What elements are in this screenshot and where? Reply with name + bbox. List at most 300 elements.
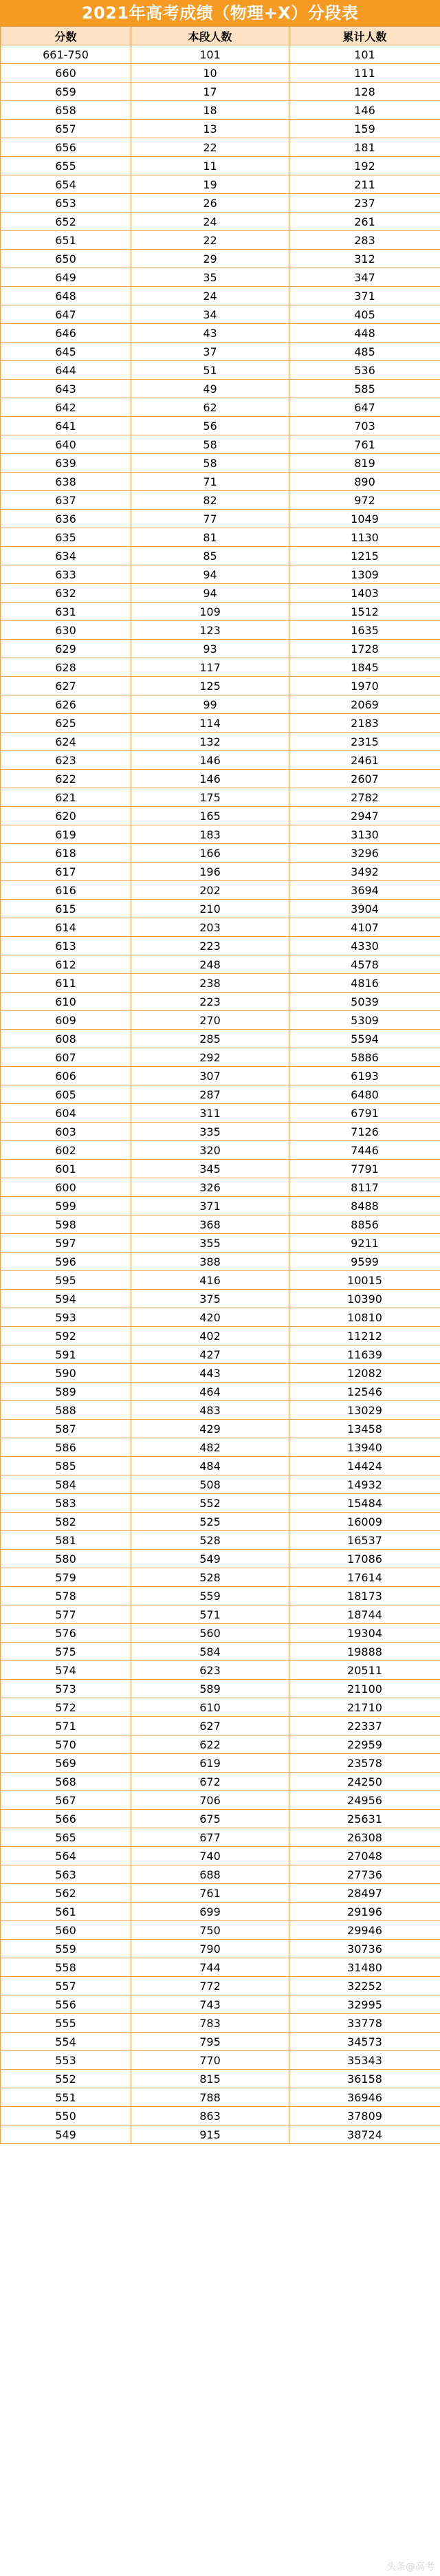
table-row	[1, 640, 440, 658]
count-cell: 223	[131, 993, 289, 1011]
cumulative-cell: 34573	[289, 2033, 440, 2051]
score-cell: 578	[1, 1587, 131, 1605]
cumulative-cell: 24956	[289, 1791, 440, 1810]
table-row	[1, 1494, 440, 1513]
count-cell: 750	[131, 1921, 289, 1940]
cumulative-cell: 35343	[289, 2051, 440, 2070]
score-cell: 624	[1, 733, 131, 751]
table-row	[1, 1995, 440, 2014]
cumulative-cell: 3492	[289, 863, 440, 881]
table-row	[1, 2033, 440, 2051]
score-cell: 561	[1, 1903, 131, 1921]
score-cell: 559	[1, 1940, 131, 1958]
count-cell: 58	[131, 454, 289, 473]
count-cell: 43	[131, 324, 289, 343]
table-row	[1, 825, 440, 844]
table-row	[1, 733, 440, 751]
table-row	[1, 2051, 440, 2070]
cumulative-cell: 9211	[289, 1234, 440, 1253]
count-cell: 559	[131, 1587, 289, 1605]
count-cell: 292	[131, 1048, 289, 1067]
count-cell: 93	[131, 640, 289, 658]
count-cell: 443	[131, 1364, 289, 1383]
cumulative-cell: 11639	[289, 1345, 440, 1364]
count-cell: 307	[131, 1067, 289, 1085]
score-cell: 618	[1, 844, 131, 863]
cumulative-cell: 703	[289, 417, 440, 435]
cumulative-cell: 19888	[289, 1643, 440, 1661]
count-cell: 402	[131, 1327, 289, 1345]
score-cell: 553	[1, 2051, 131, 2070]
score-cell: 651	[1, 231, 131, 250]
cumulative-cell: 405	[289, 305, 440, 324]
table-row	[1, 120, 440, 138]
table-row	[1, 194, 440, 213]
cumulative-cell: 101	[289, 45, 440, 64]
count-cell: 17	[131, 83, 289, 101]
count-cell: 464	[131, 1383, 289, 1401]
cumulative-cell: 22959	[289, 1735, 440, 1754]
cumulative-cell: 761	[289, 435, 440, 454]
table-row	[1, 974, 440, 993]
score-cell: 596	[1, 1253, 131, 1271]
cumulative-cell: 1215	[289, 547, 440, 565]
score-cell: 566	[1, 1810, 131, 1828]
score-cell: 659	[1, 83, 131, 101]
cumulative-cell: 33778	[289, 2014, 440, 2033]
score-cell: 550	[1, 2107, 131, 2125]
cumulative-cell: 9599	[289, 1253, 440, 1271]
table-row	[1, 677, 440, 695]
score-cell: 631	[1, 603, 131, 621]
score-cell: 597	[1, 1234, 131, 1253]
table-row	[1, 250, 440, 268]
cumulative-cell: 36158	[289, 2070, 440, 2088]
cumulative-cell: 12546	[289, 1383, 440, 1401]
score-cell: 613	[1, 937, 131, 955]
score-cell: 655	[1, 157, 131, 175]
table-row	[1, 1550, 440, 1568]
count-cell: 420	[131, 1308, 289, 1327]
score-cell: 616	[1, 881, 131, 900]
cumulative-cell: 159	[289, 120, 440, 138]
cumulative-cell: 23578	[289, 1754, 440, 1773]
table-row	[1, 1921, 440, 1940]
table-row	[1, 1884, 440, 1903]
cumulative-cell: 27048	[289, 1847, 440, 1865]
score-cell: 589	[1, 1383, 131, 1401]
count-cell: 125	[131, 677, 289, 695]
table-row	[1, 1810, 440, 1828]
table-row	[1, 807, 440, 825]
count-cell: 622	[131, 1735, 289, 1754]
score-cell: 652	[1, 213, 131, 231]
score-cell: 608	[1, 1030, 131, 1048]
score-cell: 625	[1, 714, 131, 733]
score-cell: 644	[1, 361, 131, 380]
table-row	[1, 1903, 440, 1921]
table-row	[1, 2070, 440, 2088]
cumulative-cell: 14932	[289, 1475, 440, 1494]
score-cell: 623	[1, 751, 131, 770]
table-row	[1, 45, 440, 64]
count-cell: 123	[131, 621, 289, 640]
table-row	[1, 937, 440, 955]
table-row	[1, 491, 440, 510]
count-cell: 915	[131, 2125, 289, 2144]
cumulative-cell: 7791	[289, 1160, 440, 1178]
score-cell: 612	[1, 955, 131, 974]
table-row	[1, 324, 440, 343]
table-row	[1, 788, 440, 807]
table-row	[1, 1438, 440, 1457]
table-row	[1, 1847, 440, 1865]
cumulative-cell: 2607	[289, 770, 440, 788]
count-cell: 688	[131, 1865, 289, 1884]
count-cell: 82	[131, 491, 289, 510]
count-cell: 238	[131, 974, 289, 993]
cumulative-cell: 10390	[289, 1290, 440, 1308]
count-cell: 416	[131, 1271, 289, 1290]
table-row	[1, 213, 440, 231]
table-row	[1, 1661, 440, 1680]
score-cell: 610	[1, 993, 131, 1011]
table-row	[1, 1234, 440, 1253]
count-cell: 427	[131, 1345, 289, 1364]
score-cell: 639	[1, 454, 131, 473]
count-cell: 623	[131, 1661, 289, 1680]
count-cell: 175	[131, 788, 289, 807]
score-cell: 642	[1, 398, 131, 417]
count-cell: 610	[131, 1698, 289, 1717]
score-cell: 653	[1, 194, 131, 213]
count-cell: 166	[131, 844, 289, 863]
count-cell: 672	[131, 1773, 289, 1791]
count-cell: 22	[131, 231, 289, 250]
count-cell: 699	[131, 1903, 289, 1921]
table-row	[1, 1364, 440, 1383]
score-cell: 572	[1, 1698, 131, 1717]
cumulative-cell: 8856	[289, 1215, 440, 1234]
cumulative-cell: 6480	[289, 1085, 440, 1104]
count-cell: 18	[131, 101, 289, 120]
count-cell: 311	[131, 1104, 289, 1123]
count-cell: 345	[131, 1160, 289, 1178]
count-cell: 528	[131, 1568, 289, 1587]
count-cell: 114	[131, 714, 289, 733]
count-cell: 101	[131, 45, 289, 64]
table-row	[1, 1215, 440, 1234]
score-cell: 646	[1, 324, 131, 343]
column-header-score: 分数	[1, 27, 131, 45]
cumulative-cell: 4330	[289, 937, 440, 955]
table-row	[1, 603, 440, 621]
count-cell: 109	[131, 603, 289, 621]
score-cell: 568	[1, 1773, 131, 1791]
table-row	[1, 770, 440, 788]
cumulative-cell: 4107	[289, 918, 440, 937]
table-row	[1, 621, 440, 640]
count-cell: 49	[131, 380, 289, 398]
cumulative-cell: 16009	[289, 1513, 440, 1531]
cumulative-cell: 32995	[289, 1995, 440, 2014]
count-cell: 24	[131, 213, 289, 231]
table-row	[1, 528, 440, 547]
score-cell: 621	[1, 788, 131, 807]
table-row	[1, 454, 440, 473]
count-cell: 589	[131, 1680, 289, 1698]
count-cell: 770	[131, 2051, 289, 2070]
count-cell: 790	[131, 1940, 289, 1958]
score-table	[0, 26, 440, 2144]
table-row	[1, 2125, 440, 2144]
cumulative-cell: 1403	[289, 584, 440, 603]
score-cell: 585	[1, 1457, 131, 1475]
table-row	[1, 584, 440, 603]
count-cell: 10	[131, 64, 289, 83]
count-cell: 740	[131, 1847, 289, 1865]
count-cell: 11	[131, 157, 289, 175]
cumulative-cell: 10015	[289, 1271, 440, 1290]
watermark: 头条@高考	[386, 2562, 434, 2573]
count-cell: 287	[131, 1085, 289, 1104]
score-cell: 636	[1, 510, 131, 528]
count-cell: 783	[131, 2014, 289, 2033]
table-body	[1, 45, 440, 2144]
count-cell: 62	[131, 398, 289, 417]
table-row	[1, 231, 440, 250]
score-cell: 605	[1, 1085, 131, 1104]
score-cell: 571	[1, 1717, 131, 1735]
table-row	[1, 1457, 440, 1475]
table-row	[1, 1308, 440, 1327]
score-cell: 593	[1, 1308, 131, 1327]
cumulative-cell: 20511	[289, 1661, 440, 1680]
count-cell: 368	[131, 1215, 289, 1234]
table-row	[1, 918, 440, 937]
score-cell: 569	[1, 1754, 131, 1773]
cumulative-cell: 261	[289, 213, 440, 231]
cumulative-cell: 819	[289, 454, 440, 473]
table-row	[1, 1123, 440, 1141]
table-row	[1, 1773, 440, 1791]
cumulative-cell: 371	[289, 287, 440, 305]
count-cell: 320	[131, 1141, 289, 1160]
score-cell: 594	[1, 1290, 131, 1308]
count-cell: 483	[131, 1401, 289, 1420]
cumulative-cell: 29196	[289, 1903, 440, 1921]
cumulative-cell: 585	[289, 380, 440, 398]
score-cell: 573	[1, 1680, 131, 1698]
cumulative-cell: 7126	[289, 1123, 440, 1141]
table-row	[1, 1587, 440, 1605]
score-cell: 629	[1, 640, 131, 658]
cumulative-cell: 24250	[289, 1773, 440, 1791]
count-cell: 37	[131, 343, 289, 361]
table-row	[1, 157, 440, 175]
score-cell: 649	[1, 268, 131, 287]
count-cell: 584	[131, 1643, 289, 1661]
cumulative-cell: 6193	[289, 1067, 440, 1085]
score-cell: 619	[1, 825, 131, 844]
score-cell: 551	[1, 2088, 131, 2107]
score-cell: 600	[1, 1178, 131, 1197]
cumulative-cell: 2315	[289, 733, 440, 751]
cumulative-cell: 1309	[289, 565, 440, 584]
table-row	[1, 1958, 440, 1977]
cumulative-cell: 5886	[289, 1048, 440, 1067]
score-cell: 583	[1, 1494, 131, 1513]
count-cell: 270	[131, 1011, 289, 1030]
score-cell: 560	[1, 1921, 131, 1940]
cumulative-cell: 13940	[289, 1438, 440, 1457]
table-row	[1, 101, 440, 120]
score-cell: 558	[1, 1958, 131, 1977]
count-cell: 706	[131, 1791, 289, 1810]
table-row	[1, 1104, 440, 1123]
table-row	[1, 1643, 440, 1661]
cumulative-cell: 19304	[289, 1624, 440, 1643]
cumulative-cell: 18744	[289, 1605, 440, 1624]
count-cell: 482	[131, 1438, 289, 1457]
count-cell: 26	[131, 194, 289, 213]
cumulative-cell: 347	[289, 268, 440, 287]
score-cell: 563	[1, 1865, 131, 1884]
table-row	[1, 900, 440, 918]
cumulative-cell: 18173	[289, 1587, 440, 1605]
cumulative-cell: 22337	[289, 1717, 440, 1735]
count-cell: 94	[131, 565, 289, 584]
page-title: 2021年高考成绩（物理+X）分段表	[0, 0, 440, 26]
cumulative-cell: 2461	[289, 751, 440, 770]
score-cell: 634	[1, 547, 131, 565]
score-cell: 641	[1, 417, 131, 435]
cumulative-cell: 485	[289, 343, 440, 361]
count-cell: 77	[131, 510, 289, 528]
cumulative-cell: 12082	[289, 1364, 440, 1383]
cumulative-cell: 536	[289, 361, 440, 380]
count-cell: 795	[131, 2033, 289, 2051]
table-row	[1, 1475, 440, 1494]
score-cell: 632	[1, 584, 131, 603]
cumulative-cell: 3694	[289, 881, 440, 900]
table-row	[1, 993, 440, 1011]
score-cell: 656	[1, 138, 131, 157]
score-cell: 590	[1, 1364, 131, 1383]
count-cell: 863	[131, 2107, 289, 2125]
table-row	[1, 510, 440, 528]
table-row	[1, 1048, 440, 1067]
score-cell: 615	[1, 900, 131, 918]
table-row	[1, 1327, 440, 1345]
count-cell: 744	[131, 1958, 289, 1977]
cumulative-cell: 890	[289, 473, 440, 491]
count-cell: 815	[131, 2070, 289, 2088]
score-cell: 640	[1, 435, 131, 454]
cumulative-cell: 1728	[289, 640, 440, 658]
cumulative-cell: 3296	[289, 844, 440, 863]
table-row	[1, 1178, 440, 1197]
cumulative-cell: 8117	[289, 1178, 440, 1197]
cumulative-cell: 283	[289, 231, 440, 250]
table-row	[1, 1085, 440, 1104]
cumulative-cell: 14424	[289, 1457, 440, 1475]
table-row	[1, 1680, 440, 1698]
cumulative-cell: 6791	[289, 1104, 440, 1123]
cumulative-cell: 13458	[289, 1420, 440, 1438]
table-row	[1, 1977, 440, 1995]
cumulative-cell: 37809	[289, 2107, 440, 2125]
score-cell: 588	[1, 1401, 131, 1420]
cumulative-cell: 31480	[289, 1958, 440, 1977]
score-cell: 579	[1, 1568, 131, 1587]
table-row	[1, 1401, 440, 1420]
count-cell: 248	[131, 955, 289, 974]
count-cell: 202	[131, 881, 289, 900]
count-cell: 183	[131, 825, 289, 844]
table-row	[1, 473, 440, 491]
cumulative-cell: 7446	[289, 1141, 440, 1160]
count-cell: 146	[131, 770, 289, 788]
table-row	[1, 881, 440, 900]
table-row	[1, 1735, 440, 1754]
count-cell: 571	[131, 1605, 289, 1624]
count-cell: 58	[131, 435, 289, 454]
score-cell: 602	[1, 1141, 131, 1160]
table-row	[1, 1345, 440, 1364]
score-cell: 570	[1, 1735, 131, 1754]
table-row	[1, 1141, 440, 1160]
count-cell: 525	[131, 1513, 289, 1531]
score-cell: 638	[1, 473, 131, 491]
count-cell: 71	[131, 473, 289, 491]
score-cell: 654	[1, 175, 131, 194]
column-header-count: 本段人数	[131, 27, 289, 45]
table-row	[1, 435, 440, 454]
cumulative-cell: 1130	[289, 528, 440, 547]
table-row	[1, 1754, 440, 1773]
cumulative-cell: 26308	[289, 1828, 440, 1847]
count-cell: 285	[131, 1030, 289, 1048]
cumulative-cell: 448	[289, 324, 440, 343]
count-cell: 29	[131, 250, 289, 268]
cumulative-cell: 21710	[289, 1698, 440, 1717]
count-cell: 388	[131, 1253, 289, 1271]
score-cell: 657	[1, 120, 131, 138]
cumulative-cell: 30736	[289, 1940, 440, 1958]
table-row	[1, 2107, 440, 2125]
score-cell: 564	[1, 1847, 131, 1865]
table-row	[1, 695, 440, 714]
cumulative-cell: 972	[289, 491, 440, 510]
score-cell: 611	[1, 974, 131, 993]
score-cell: 584	[1, 1475, 131, 1494]
table-row	[1, 1253, 440, 1271]
score-cell: 661-750	[1, 45, 131, 64]
score-cell: 591	[1, 1345, 131, 1364]
cumulative-cell: 1635	[289, 621, 440, 640]
table-row	[1, 658, 440, 677]
count-cell: 56	[131, 417, 289, 435]
cumulative-cell: 2782	[289, 788, 440, 807]
table-row	[1, 751, 440, 770]
cumulative-cell: 4578	[289, 955, 440, 974]
table-row	[1, 1828, 440, 1847]
count-cell: 51	[131, 361, 289, 380]
score-cell: 562	[1, 1884, 131, 1903]
cumulative-cell: 5039	[289, 993, 440, 1011]
table-row	[1, 1030, 440, 1048]
